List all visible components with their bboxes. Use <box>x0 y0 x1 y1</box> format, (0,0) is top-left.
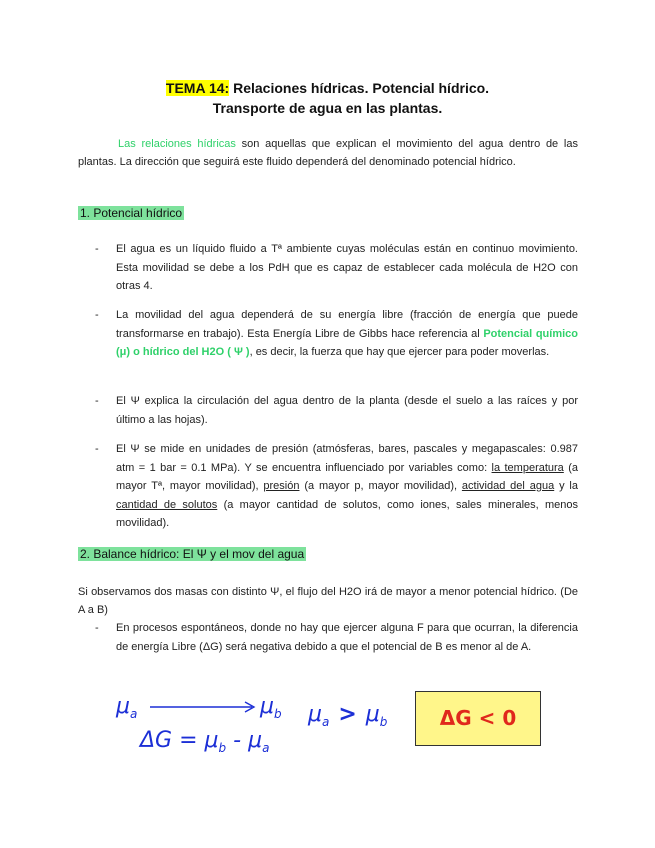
formula-mu-a: $\mu_a$ <box>116 694 138 721</box>
greater-than-sign: > <box>338 702 357 727</box>
bullet4-underline-temperatura: la temperatura <box>491 461 564 474</box>
bullet4-text-b: (a mayor Tª, mayor movilidad), <box>116 461 578 492</box>
arrow-right-icon <box>148 700 260 714</box>
bullet4-text-a: El Ψ se mide en unidades de presión (atmósferas, bares, pascales y megapascales: 0.987 atm = 1 bar = 0.1 MPa). Y se encuentra influenciado por variables como: <box>116 443 578 474</box>
section1-title-text: 1. Potencial hídrico <box>80 206 183 220</box>
section1-bullet1: El agua es un líquido fluido a Tª ambiente cuyas moléculas están en continuo movimiento. Esta movilidad se debe a los PdH que es capaz de establecer cada molécula de H2O con otras 4. <box>116 243 578 292</box>
intro-link: Las relaciones hídricas <box>118 138 236 150</box>
formula-comparison: $\mu_a > \mu_b$ <box>308 702 388 729</box>
formula-delta-g: $\Delta G = \mu_b - \mu_a$ <box>140 728 270 755</box>
list-item: - El Ψ se mide en unidades de presión (atmósferas, bares, pascales y megapascales: 0.987 atm = 1 bar = 0.1 MPa). Y se encuentra influenciado por variables como: la temperatura (a mayor Tª, mayor movilidad), presión (a mayor p, mayor movilidad), actividad del agua y la cantidad de solutos (a mayor cantidad de solutos, como iones, sales minerales, menos movilidad). <box>78 440 578 533</box>
list-item: - El Ψ explica la circulación del agua dentro de la planta (desde el suelo a las raíces y por último a las hojas). <box>78 392 578 429</box>
bullet2-green-term: Potencial químico (μ) o hídrico del H2O ( Ψ ) <box>116 327 578 358</box>
title-line1: Relaciones hídricas. Potencial hídrico. <box>229 80 490 96</box>
section1-title <box>78 204 184 222</box>
intro-paragraph <box>78 135 578 171</box>
bullet4-text-c: (a mayor p, mayor movilidad), <box>299 480 462 492</box>
section2-title-text: 2. Balance hídrico: El Ψ y el mov del agua <box>80 547 305 561</box>
formula-mu-b: $\mu_b$ <box>260 694 282 721</box>
bullet4-underline-presion: presión <box>263 480 300 492</box>
section2-bullet1: En procesos espontáneos, donde no hay que ejercer alguna F para que ocurran, la diferencia de energía Libre (ΔG) será negativa debido a que el potencial de B es menor al de A. <box>116 622 578 653</box>
title-line2: Transporte de agua en las plantas. <box>212 100 443 116</box>
bullet4-text-e: (a mayor cantidad de solutos, como iones, sales minerales, menos movilidad). <box>116 498 579 529</box>
list-item: - En procesos espontáneos, donde no hay que ejercer alguna F para que ocurran, la diferencia de energía Libre (ΔG) será negativa debido a que el potencial de B es menor al de A. <box>78 619 578 656</box>
delta-g-box-text: ΔG < 0 <box>439 706 517 730</box>
page-title <box>0 78 655 118</box>
section2-title <box>78 545 306 563</box>
delta-g-box <box>415 691 541 746</box>
bullet2-text-b: , es decir, la fuerza que hay que ejercer para poder moverlas. <box>249 346 550 358</box>
section1-bullet2 <box>116 306 578 362</box>
list-item: - El agua es un líquido fluido a Tª ambiente cuyas moléculas están en continuo movimiento. Esta movilidad se debe a los PdH que es capaz de establecer cada molécula de H2O con otras 4. <box>78 240 578 296</box>
bullet4-underline-solutos: cantidad de solutos <box>116 498 218 511</box>
section2-paragraph: Si observamos dos masas con distinto Ψ, el flujo del H2O irá de mayor a menor potencial hídrico. (De A a B) <box>78 586 578 616</box>
title-prefix: TEMA 14: <box>165 80 230 96</box>
section1-bullet3: El Ψ explica la circulación del agua dentro de la planta (desde el suelo a las raíces y por último a las hojas). <box>116 395 578 426</box>
bullet4-underline-actividad: actividad del agua <box>461 480 555 492</box>
bullet2-text-a: La movilidad del agua dependerá de su energía libre (fracción de energía que puede transformarse en trabajo). Esta Energía Libre de Gibbs hace referencia al <box>116 309 578 340</box>
section1-bullet4 <box>116 440 578 533</box>
list-item: - La movilidad del agua dependerá de su energía libre (fracción de energía que puede transformarse en trabajo). Esta Energía Libre de Gibbs hace referencia al Potencial químico (μ) o hídrico del H2O ( Ψ ), es decir, la fuerza que hay que ejercer para poder moverlas. <box>78 306 578 362</box>
intro-text: son aquellas que explican el movimiento del agua dentro de las plantas. La dirección que seguirá este fluido dependerá del denominado potencial hídrico. <box>78 138 578 168</box>
bullet4-text-d: y la <box>554 480 578 492</box>
